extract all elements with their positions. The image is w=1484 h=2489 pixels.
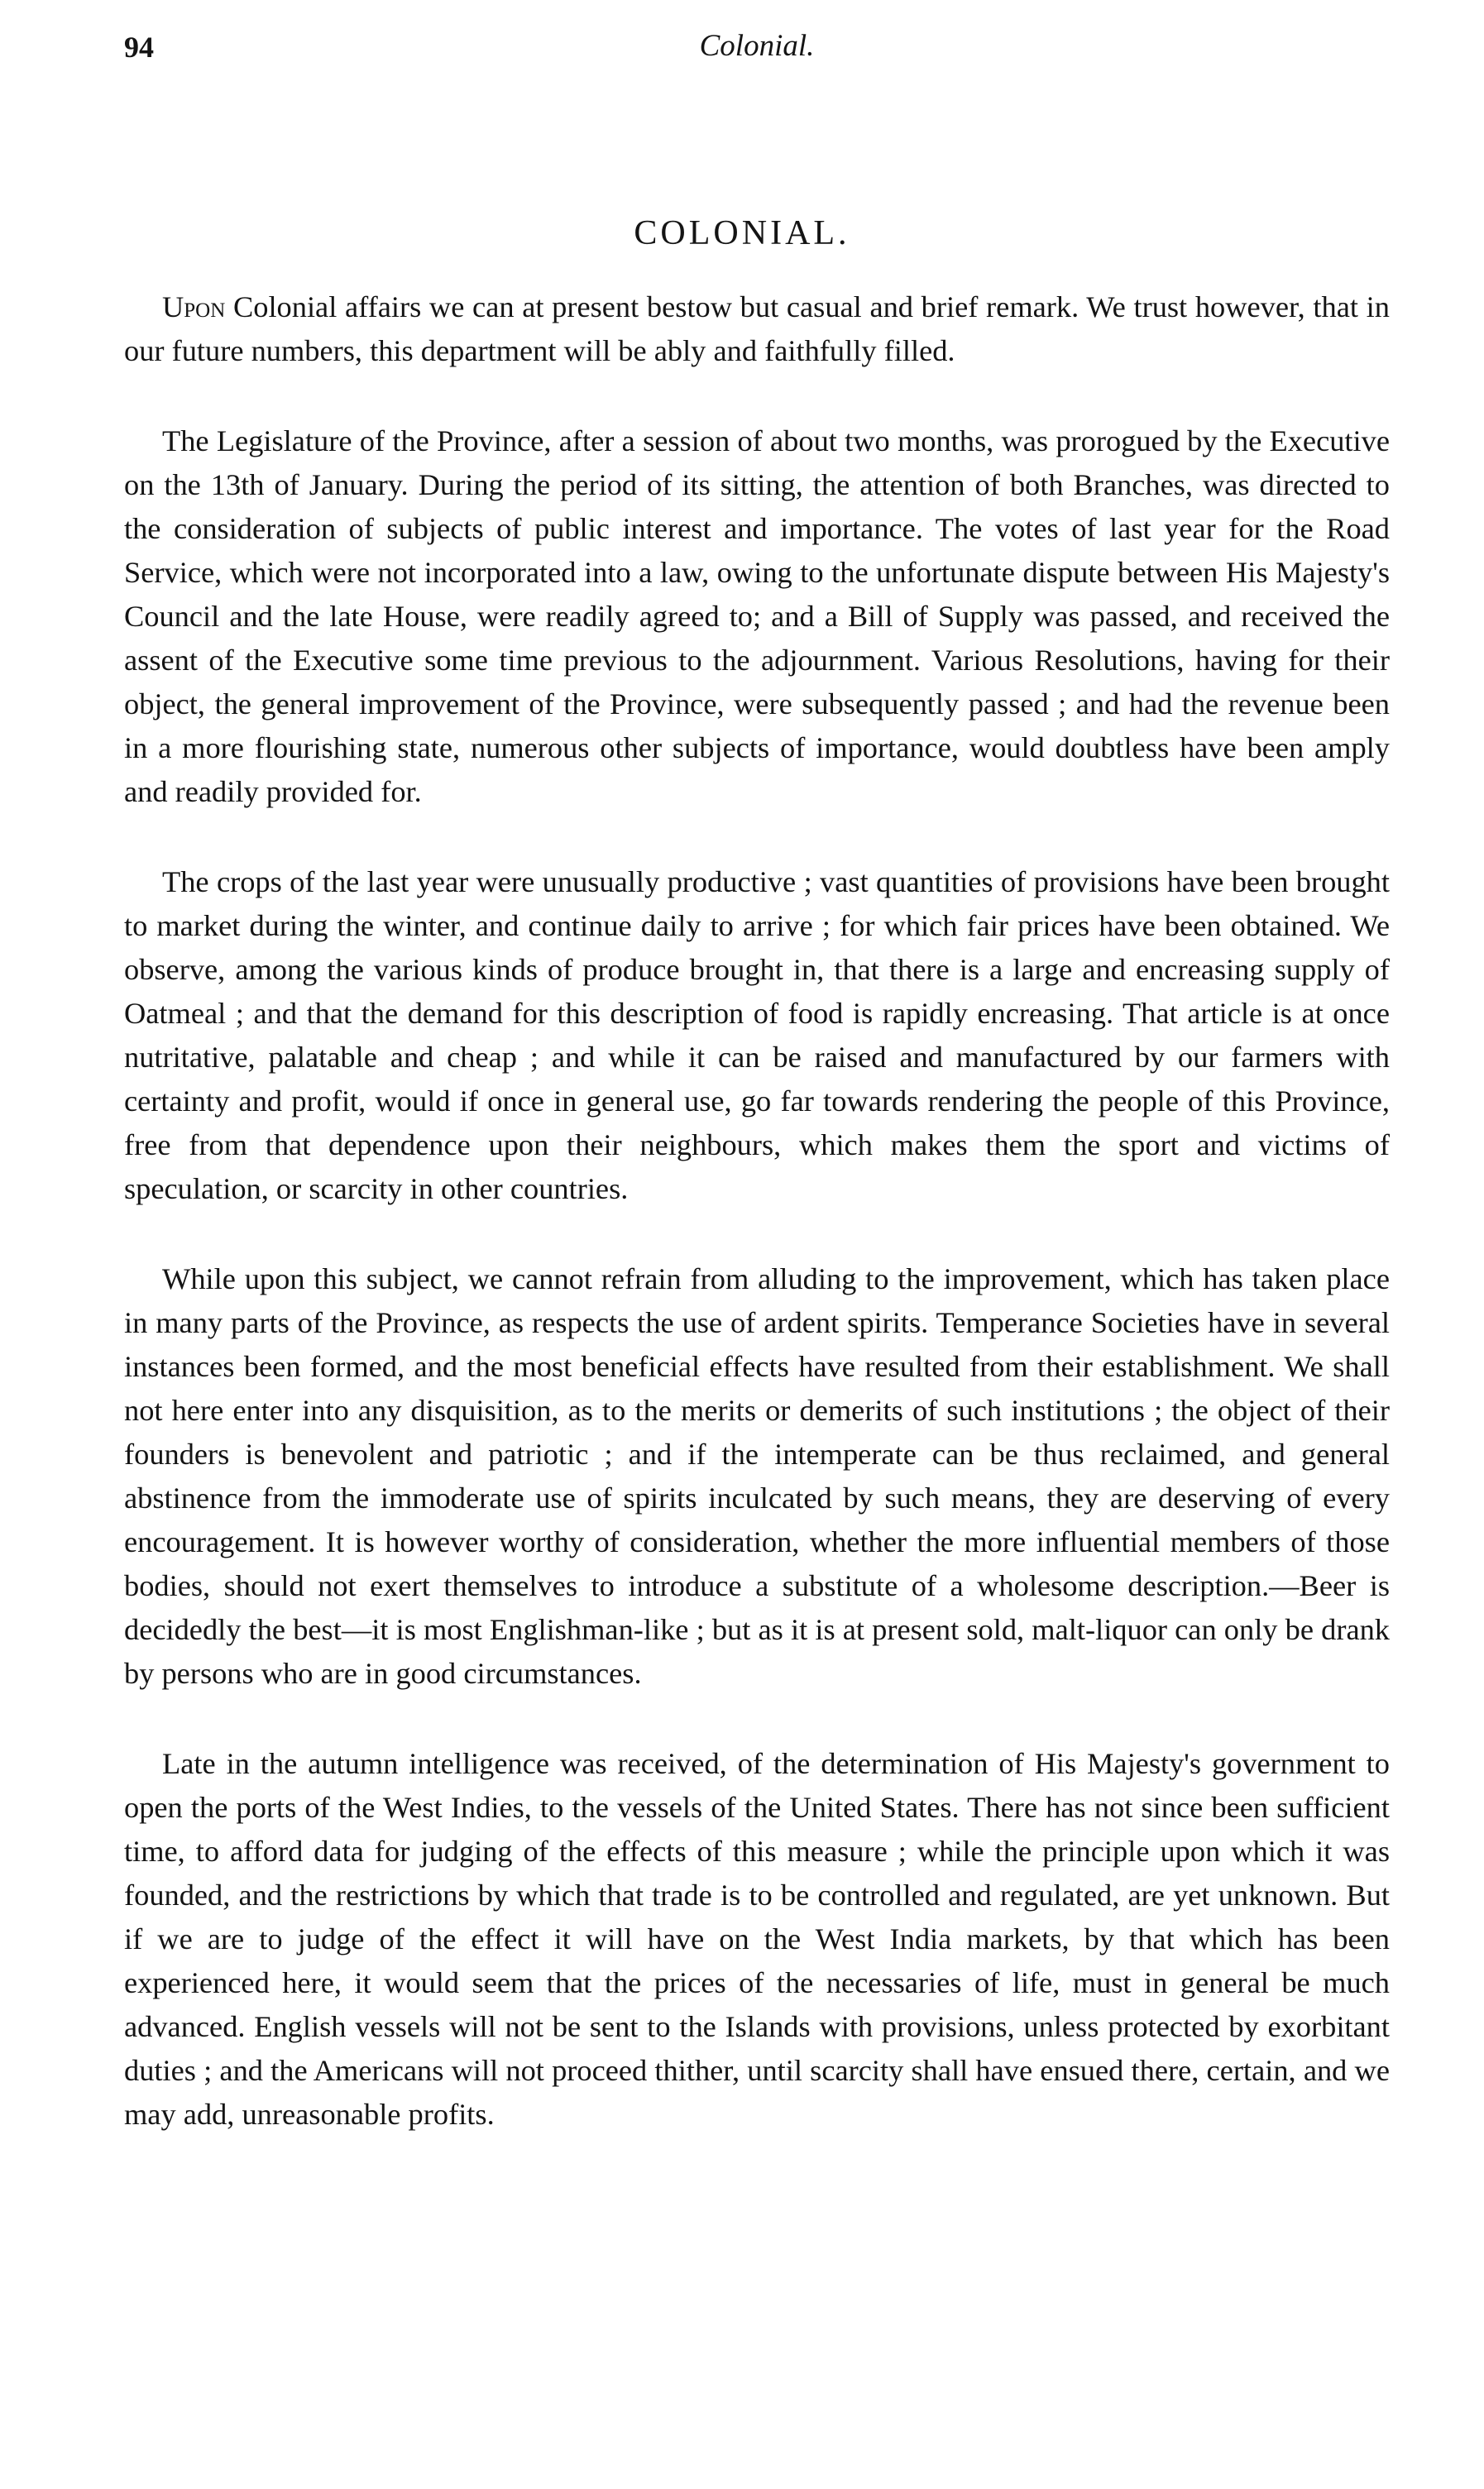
paragraph-text: Colonial affairs we can at present bestow but casual and brief remark. We trust however, that in our future numbers, this department will be ably and faithfully filled.: [124, 290, 1390, 367]
paragraph-1: [124, 285, 1390, 373]
section-heading: COLONIAL.: [634, 214, 850, 252]
page-number: 94: [124, 31, 154, 64]
paragraph-2: The Legislature of the Province, after a session of about two months, was prorogued by the Executive on the 13th of January. During the period of its sitting, the attention of both Branches, was directed to the consideration of subjects of public interest and importance. The votes of last year for the Road Service, which were not incorporated into a law, owing to the unfortunate dispute between His Majesty's Council and the late House, were readily agreed to; and a Bill of Supply was passed, and received the assent of the Executive some time previous to the adjournment. Various Resolutions, having for their object, the general improvement of the Province, were subsequently passed ; and had the revenue been in a more flourishing state, numerous other subjects of importance, would doubtless have been amply and readily provided for.: [124, 424, 1390, 808]
running-title: Colonial.: [699, 29, 815, 63]
running-head: [124, 23, 1390, 73]
paragraph-4: While upon this subject, we cannot refrain from alluding to the improvement, which has taken place in many parts of the Province, as respects the use of ardent spirits. Temperance Societies have in several instances been formed, and the most beneficial effects have resulted from their establishment. We shall not here enter into any disquisition, as to the merits or demerits of such institutions ; the object of their founders is benevolent and patriotic ; and if the intemperate can be thus reclaimed, and general abstinence from the immoderate use of spirits inculcated by such means, they are deserving of every encouragement. It is however worthy of consideration, whether the more influential members of those bodies, should not exert themselves to introduce a substitute of a wholesome description.—Beer is decidedly the best—it is most Englishman-like ; but as it is at present sold, malt-liquor can only be drank by persons who are in good circumstances.: [124, 1262, 1390, 1690]
article-body: [124, 285, 1390, 2183]
paragraph-3: The crops of the last year were unusually productive ; vast quantities of provisions have been brought to market during the winter, and continue daily to arrive ; for which fair prices have been obtained. We observe, among the various kinds of produce brought in, that there is a large and encreasing supply of Oatmeal ; and that the demand for this description of food is rapidly encreasing. That article is at once nutritative, palatable and cheap ; and while it can be raised and manufactured by our farmers with certainty and profit, would if once in general use, go far towards rendering the people of this Province, free from that dependence upon their neighbours, which makes them the sport and victims of speculation, or scarcity in other countries.: [124, 865, 1390, 1205]
paragraph-5: Late in the autumn intelligence was received, of the determination of His Majesty's government to open the ports of the West Indies, to the vessels of the United States. There has not since been sufficient time, to afford data for judging of the effects of this measure ; while the principle upon which it was founded, and the restrictions by which that trade is to be controlled and regulated, are yet unknown. But if we are to judge of the effect it will have on the West India markets, by that which has been experienced here, it would seem that the prices of the necessaries of life, must in general be much advanced. English vessels will not be sent to the Islands with provisions, unless protected by exorbitant duties ; and the Americans will not proceed thither, until scarcity shall have ensued there, certain, and we may add, unreasonable profits.: [124, 1747, 1390, 2131]
paragraph-lead-word: Upon: [162, 290, 226, 323]
